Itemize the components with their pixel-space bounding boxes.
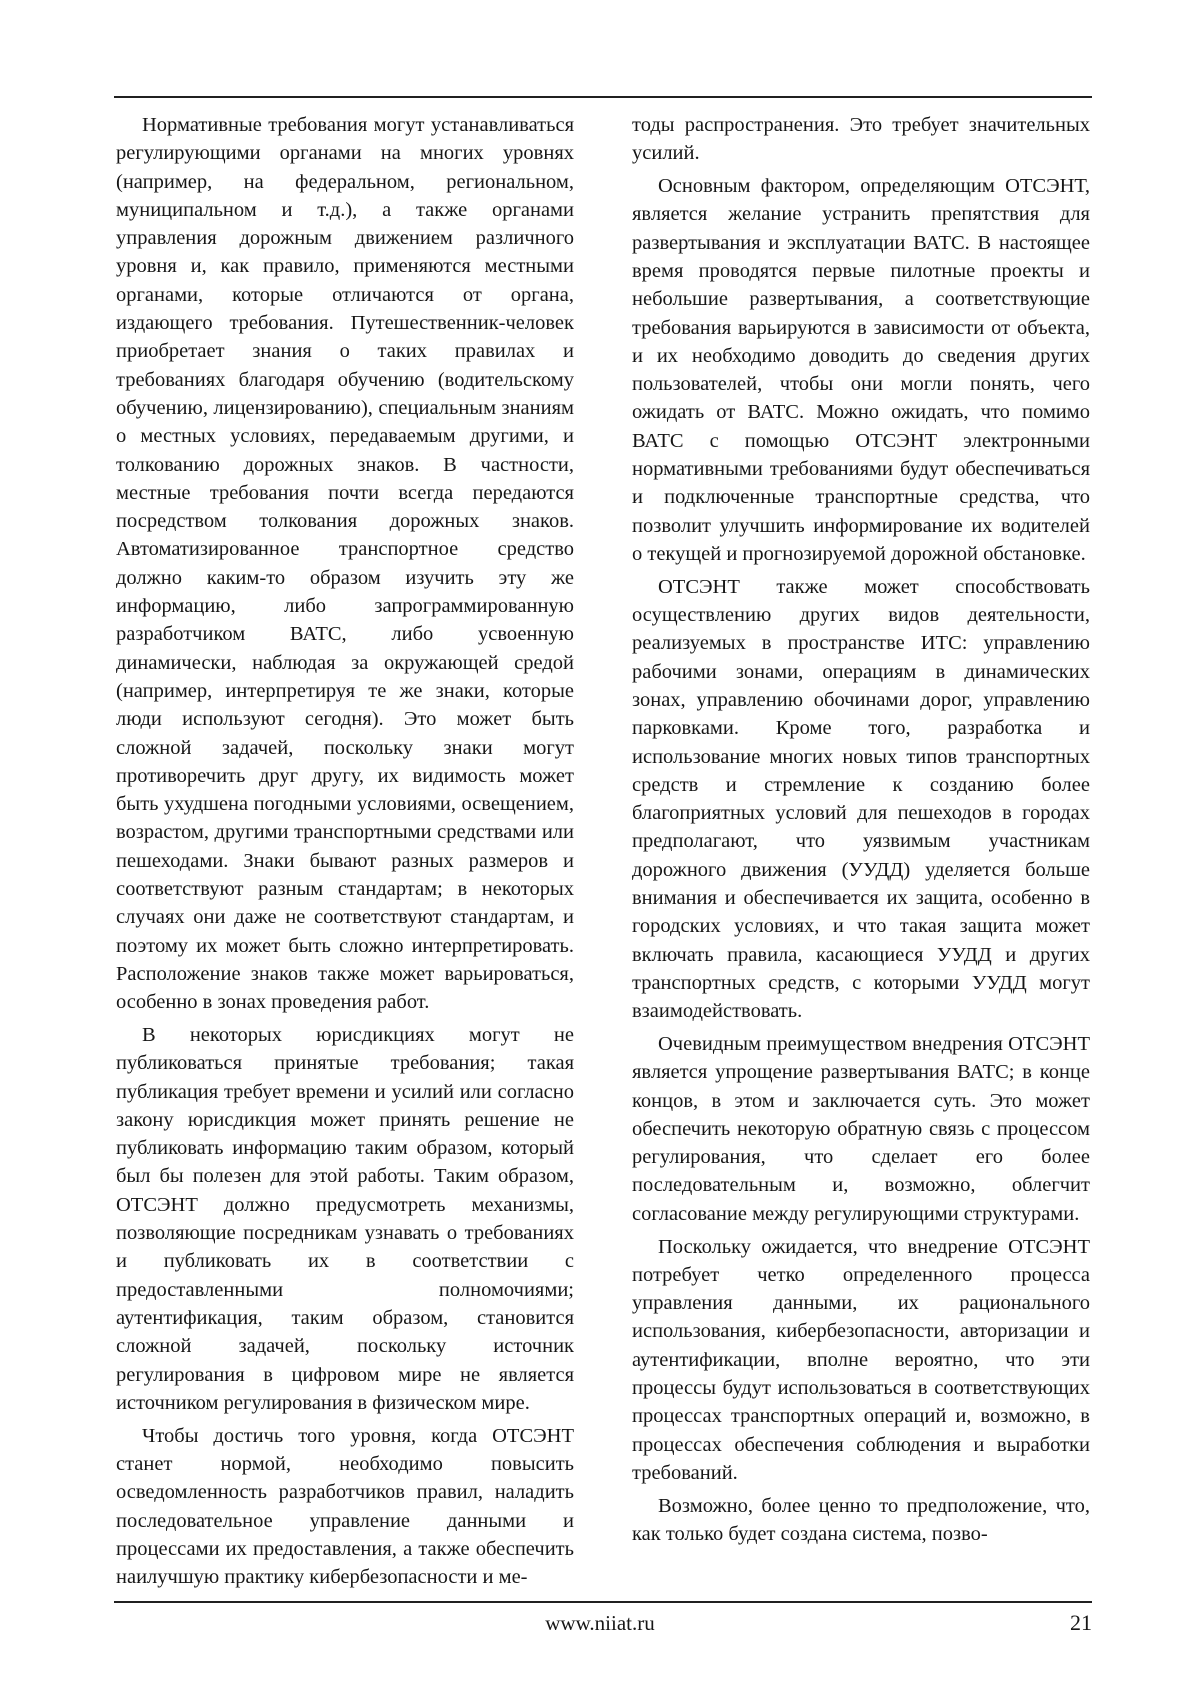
footer-url: www.niiat.ru [545, 1611, 655, 1635]
paragraph: Чтобы достичь того уровня, когда ОТСЭНТ станет нормой, необходимо повысить осведомленность разработчиков правил, наладить последовательное управление данными и процессами их предоставления, а также обеспечить наилучшую практику кибербезопасности и ме- [116, 1424, 574, 1589]
paragraph: Основным фактором, определяющим ОТСЭНТ, является желание устранить препятствия для развертывания и эксплуатации ВАТС. В настоящее время проводятся первые пилотные проекты и небольшие развертывания, а соответствующие требования варьируются в зависимости от объекта, и их необходимо доводить до сведения других пользователей, чтобы они могли понять, чего ожидать от ВАТС. Можно ожидать, что помимо ВАТС с помощью ОТСЭНТ электронными нормативными требованиями будут обеспечиваться и подключенные транспортные средства, что позволит улучшить информирование их водителей о текущей и прогнозируемой дорожной обстановке. [632, 175, 1090, 565]
paragraph: Очевидным преимуществом внедрения ОТСЭНТ является упрощение развертывания ВАТС; в конце концов, в этом и заключается суть. Это может обеспечить некоторую обратную связь с процессом регулирования, что сделает его более последовательным и, возможно, облегчит согласование между регулирующими структурами. [632, 1033, 1090, 1225]
paragraph: Поскольку ожидается, что внедрение ОТСЭНТ потребует четко определенного процесса управления данными, их рационального использования, кибербезопасности, авторизации и аутентификации, вполне вероятно, что эти процессы будут использоваться в соответствующих процессах транспортных операций и, возможно, в процессах обеспечения соблюдения и выработки требований. [632, 1235, 1090, 1484]
left-column [116, 111, 574, 1596]
paragraph-continuation: тоды распространения. Это требует значительных усилий. [632, 114, 1090, 165]
paragraph: Возможно, более ценно то предположение, что, как только будет создана система, позво- [632, 1494, 1090, 1546]
paragraph: ОТСЭНТ также может способствовать осуществлению других видов деятельности, реализуемых в пространстве ИТС: управлению рабочими зонами, операциям в динамических зонах, управлению обочинами дорог, управлению парковками. Кроме того, разработка и использование многих новых типов транспортных средств и стремление к созданию более благоприятных условий для пешеходов в городах предполагают, что уязвимым участникам дорожного движения (УУДД) уделяется больше внимания и обеспечивается их защита, особенно в городских условиях, и что такая защита может включать правила, касающиеся УУДД и других транспортных средств, с которыми УУДД могут взаимодействовать. [632, 575, 1090, 1023]
paragraph: В некоторых юрисдикциях могут не публиковаться принятые требования; такая публикация требует времени и усилий или согласно закону юрисдикция может принять решение не публиковать информацию таким образом, который был бы полезен для этой работы. Таким образом, ОТСЭНТ должно предусмотреть механизмы, позволяющие посредникам узнавать о требованиях и публиковать их в соответствии с предоставленными полномочиями; аутентификация, таким образом, становится сложной задачей, поскольку источник регулирования в цифровом мире не является источником регулирования в физическом мире. [116, 1024, 574, 1414]
right-column [632, 111, 1090, 1553]
paragraph: Нормативные требования могут устанавливаться регулирующими органами на многих уровнях (например, на федеральном, региональном, муниципальном и т.д.), а также органами управления дорожным движением различного уровня и, как правило, применяются местными органами, которые отличаются от органа, издающего требования. Путешественник-человек приобретает знания о таких правилах и требованиях благодаря обучению (водительскому обучению, лицензированию), специальным знаниям о местных условиях, передаваемым другими, и толкованию дорожных знаков. В частности, местные требования почти всегда передаются посредством толкования дорожных знаков. Автоматизированное транспортное средство должно каким-то образом изучить эту же информацию, либо запрограммированную разработчиком ВАТС, либо усвоенную динамически, наблюдая за окружающей средой (например, интерпретируя те же знаки, которые люди используют сегодня). Это может быть сложной задачей, поскольку знаки могут противоречить друг другу, их видимость может быть ухудшена погодными условиями, освещением, возрастом, другими транспортными средствами или пешеходами. Знаки бывают разных размеров и соответствуют разным стандартам; в некоторых случаях они даже не соответствуют стандартам, и поэтому их может быть сложно интерпретировать. Расположение знаков также может варьироваться, особенно в зонах проведения работ. [116, 114, 574, 1014]
header-rule [114, 96, 1092, 98]
page-number: 21 [1070, 1610, 1092, 1635]
footer-rule [114, 1601, 1092, 1603]
